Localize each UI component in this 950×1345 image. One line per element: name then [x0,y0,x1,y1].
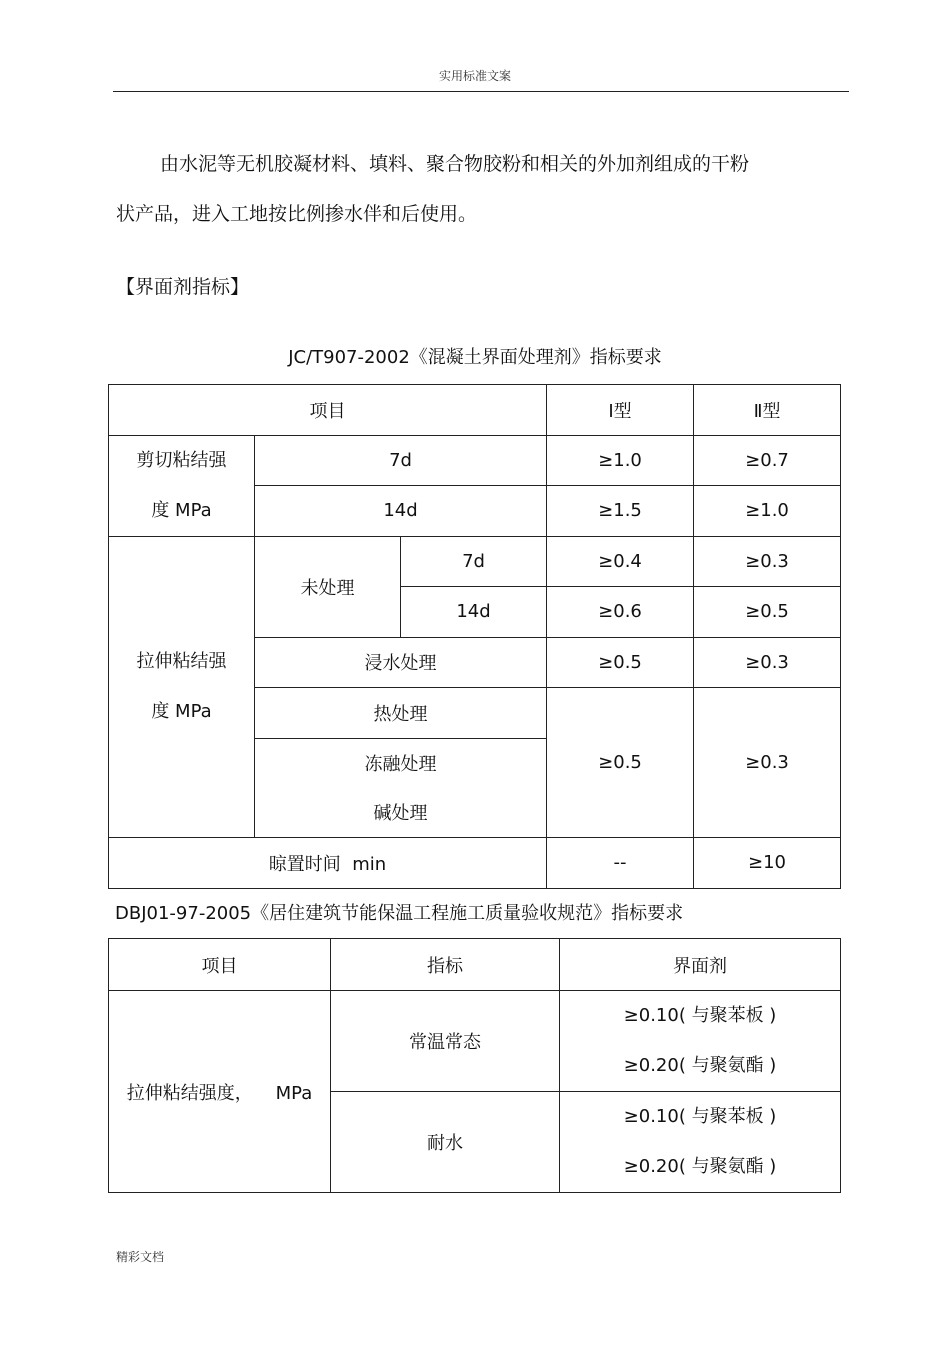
value-cell: ≥0.4 [547,536,694,587]
header-divider [113,91,849,92]
value-cell: ≥0.5 [694,587,841,638]
intro-line-2: 状产品，进入工地按比例掺水伴和后使用。 [116,203,478,225]
table2-caption: DBJ01-97-2005《居住建筑节能保温工程施工质量验收规范》指标要求 [115,903,684,924]
header-type1: Ⅰ型 [547,385,694,436]
normal-values [560,991,841,1092]
tensile-label-line1: 拉伸粘结强 [136,650,227,672]
shear-age-cell: 14d [255,486,547,537]
untreated-age-cell: 14d [401,587,547,638]
value-cell: ≥0.3 [694,637,841,688]
value-cell: ≥0.7 [694,435,841,486]
header-index: 指标 [331,939,560,991]
table-row [109,435,841,486]
value-cell: ≥0.3 [694,536,841,587]
tensile-strength-label [109,536,255,838]
freeze-thaw-label: 冻融处理 [255,738,547,787]
table1-caption: JC/T907-2002《混凝土界面处理剂》指标要求 [288,347,662,368]
water-values [560,1092,841,1193]
value-cell: ≥0.6 [547,587,694,638]
shear-strength-label [109,435,255,536]
page-footer-text: 精彩文档 [116,1250,165,1264]
value-cell: ≥0.3 [694,688,841,838]
table-header-row [109,939,841,991]
value-cell: ≥1.5 [547,486,694,537]
table-header-row [109,385,841,436]
section-heading: 【界面剂指标】 [116,276,250,298]
value-cell: ≥1.0 [547,435,694,486]
page-header-title: 实用标准文案 [438,69,511,83]
header-item: 项目 [109,939,331,991]
table-row [109,536,841,587]
shear-label-line1: 剪切粘结强 [136,449,227,471]
value-line: ≥0.10( 与聚苯板 ) [623,1106,777,1127]
soaked-label: 浸水处理 [255,637,547,688]
alkali-treatment-label: 碱处理 [255,787,547,838]
open-time-label: 晾置时间 min [109,838,547,889]
shear-age-cell: 7d [255,435,547,486]
value-cell: ≥0.5 [547,637,694,688]
standard-jc-table [108,384,841,889]
shear-label-line2: 度 MPa [151,499,212,521]
value-cell: ≥10 [694,838,841,889]
value-cell: -- [547,838,694,889]
value-cell: ≥1.0 [694,486,841,537]
table-row [109,991,841,1092]
value-line: ≥0.10( 与聚苯板 ) [623,1005,777,1026]
header-item: 项目 [109,385,547,436]
header-type2: Ⅱ型 [694,385,841,436]
standard-dbj-table [108,938,841,1193]
tensile-label-line2: 度 MPa [151,700,212,722]
value-cell: ≥0.5 [547,688,694,838]
tensile-row-label: 拉伸粘结强度， MPa [109,991,331,1193]
intro-line-1: 由水泥等无机胶凝材料、填料、聚合物胶粉和相关的外加剂组成的干粉 [160,153,750,175]
heat-treatment-label: 热处理 [255,688,547,739]
untreated-age-cell: 7d [401,536,547,587]
untreated-label: 未处理 [255,536,401,637]
value-line: ≥0.20( 与聚氨酯 ) [623,1156,777,1177]
value-line: ≥0.20( 与聚氨酯 ) [623,1055,777,1076]
table-row [109,838,841,889]
header-agent: 界面剂 [560,939,841,991]
condition-normal: 常温常态 [331,991,560,1092]
condition-water: 耐水 [331,1092,560,1193]
